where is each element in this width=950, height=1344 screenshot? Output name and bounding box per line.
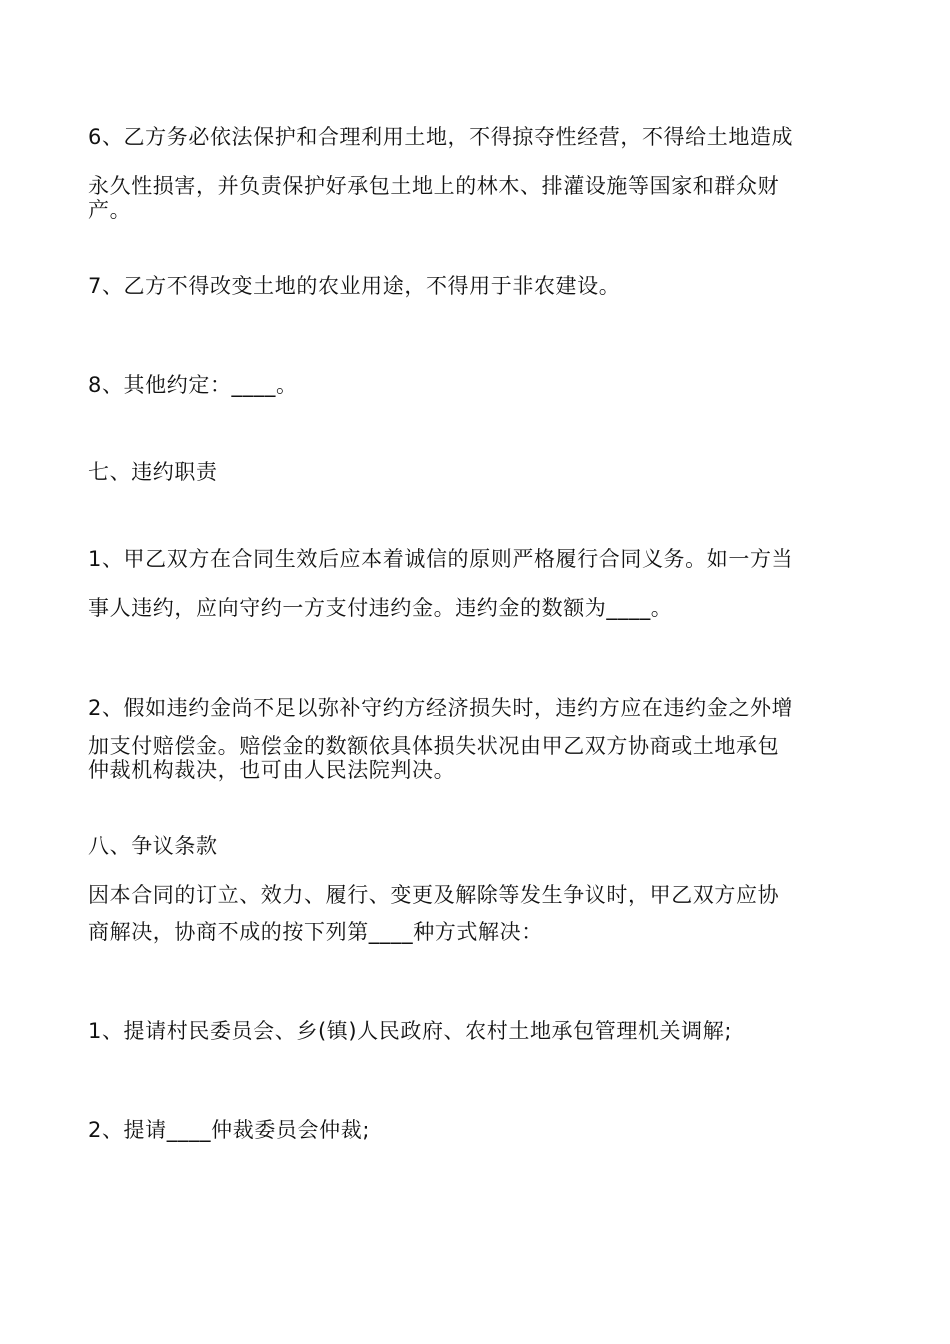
breach-2-line-3: 仲裁机构裁决，也可由人民法院判决。 <box>88 758 456 782</box>
dispute-intro-line-2: 商解决，协商不成的按下列第____种方式解决： <box>88 920 543 944</box>
clause-6-line-1: 6、乙方务必依法保护和合理利用土地，不得掠夺性经营，不得给土地造成 <box>88 125 794 149</box>
dispute-1-paragraph <box>88 1019 868 1043</box>
dispute-2-paragraph <box>88 1118 868 1142</box>
breach-1-paragraph <box>88 547 868 620</box>
breach-1-line-1: 1、甲乙双方在合同生效后应本着诚信的原则严格履行合同义务。如一方当 <box>88 547 794 571</box>
breach-1-line-2: 事人违约，应向守约一方支付违约金。违约金的数额为____。 <box>88 596 673 620</box>
breach-2-line-1: 2、假如违约金尚不足以弥补守约方经济损失时，违约方应在违约金之外增 <box>88 696 794 720</box>
section-7-heading <box>88 460 868 484</box>
breach-2-paragraph <box>88 696 868 782</box>
dispute-intro-line-1: 因本合同的订立、效力、履行、变更及解除等发生争议时，甲乙双方应协 <box>88 883 780 907</box>
clause-6-paragraph <box>88 125 868 222</box>
dispute-1-line-1: 1、提请村民委员会、乡(镇)人民政府、农村土地承包管理机关调解; <box>88 1019 733 1043</box>
section-8-heading-text: 八、争议条款 <box>88 834 218 858</box>
clause-8-line-1: 8、其他约定：____。 <box>88 373 298 397</box>
section-7-heading-text: 七、违约职责 <box>88 460 218 484</box>
clause-8-paragraph <box>88 373 868 397</box>
breach-2-line-2: 加支付赔偿金。赔偿金的数额依具体损失状况由甲乙双方协商或土地承包 <box>88 734 780 758</box>
clause-7-paragraph <box>88 274 868 298</box>
clause-6-line-2: 永久性损害，并负责保护好承包土地上的林木、排灌设施等国家和群众财 <box>88 174 780 198</box>
section-8-heading <box>88 834 868 858</box>
clause-7-line-1: 7、乙方不得改变土地的农业用途，不得用于非农建设。 <box>88 274 621 298</box>
dispute-intro-paragraph <box>88 883 868 944</box>
dispute-2-line-1: 2、提请____仲裁委员会仲裁; <box>88 1118 371 1142</box>
clause-6-line-3: 产。 <box>88 198 132 222</box>
